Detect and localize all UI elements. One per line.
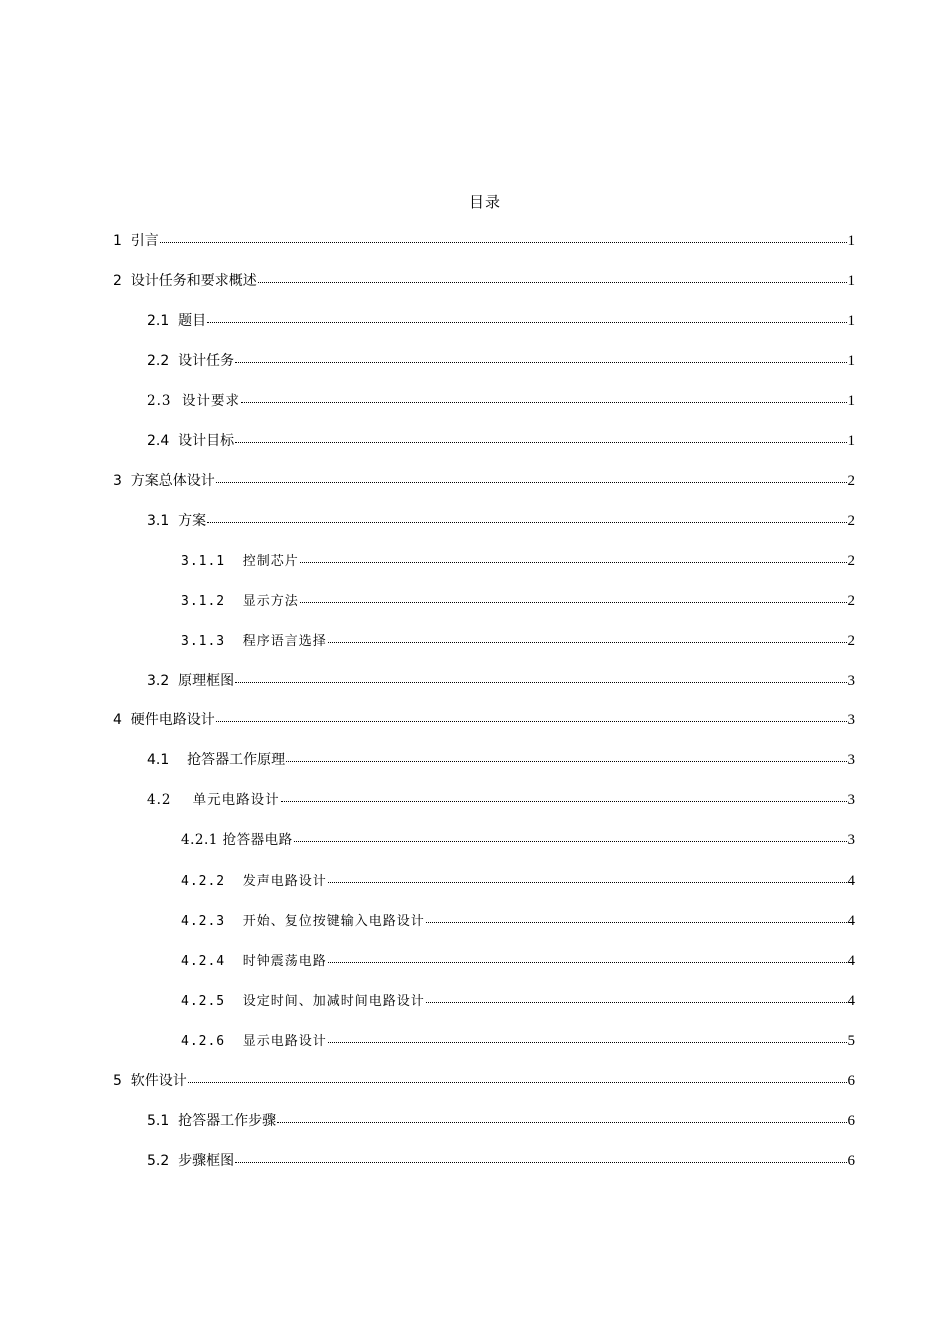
toc-entry-page: 2 (847, 473, 855, 489)
dot-leader (241, 401, 846, 403)
toc-entry[interactable] (181, 1030, 855, 1052)
toc-entry-label: 3.1.3 程序语言选择 (181, 634, 327, 649)
toc-entry-label: 4.2.6 显示电路设计 (181, 1034, 327, 1049)
toc-entry[interactable] (113, 709, 855, 731)
toc-entry-page: 4 (847, 953, 855, 969)
toc-entry-label: 5 软件设计 (113, 1073, 187, 1089)
toc-entry[interactable] (147, 789, 855, 811)
toc-entry[interactable] (147, 1150, 855, 1172)
toc-entry-page: 6 (847, 1113, 855, 1129)
dot-leader (188, 1081, 847, 1083)
dot-leader (328, 961, 847, 963)
toc-entry-label: 5.1 抢答器工作步骤 (147, 1113, 277, 1129)
dot-leader (300, 561, 847, 563)
toc-entry-label: 3 方案总体设计 (113, 473, 215, 489)
toc-entry-page: 3 (847, 832, 855, 848)
toc-entry-page: 1 (847, 273, 855, 289)
toc-entry-label: 4.2.2 发声电路设计 (181, 874, 327, 889)
toc-entry-page: 3 (847, 673, 855, 689)
toc-entry-page: 6 (847, 1073, 855, 1089)
toc-entry-page: 2 (847, 633, 855, 649)
toc-entry-label: 2.3 设计要求 (147, 393, 241, 409)
toc-entry[interactable] (113, 270, 855, 292)
dot-leader (216, 720, 847, 722)
toc-entry[interactable] (147, 1110, 855, 1132)
toc-entry-label: 2.1 题目 (147, 313, 207, 329)
toc-entry-page: 1 (847, 433, 855, 449)
toc-entry[interactable] (147, 350, 855, 372)
toc-entry[interactable] (181, 910, 855, 932)
dot-leader (277, 1121, 846, 1123)
dot-leader (235, 441, 846, 443)
dot-leader (281, 800, 847, 802)
toc-entry-label: 2.2 设计任务 (147, 353, 235, 369)
toc-entry-label: 4.2.4 时钟震荡电路 (181, 954, 327, 969)
dot-leader (328, 1041, 847, 1043)
dot-leader (235, 681, 846, 683)
toc-entry-label: 5.2 步骤框图 (147, 1153, 235, 1169)
toc-entry-label: 2.4 设计目标 (147, 433, 235, 449)
toc-entry[interactable] (147, 749, 855, 771)
toc-entry-page: 3 (847, 752, 855, 768)
toc-entry-page: 3 (847, 712, 855, 728)
dot-leader (235, 361, 846, 363)
dot-leader (160, 241, 847, 243)
toc-entry[interactable] (181, 950, 855, 972)
toc-entry-page: 2 (847, 593, 855, 609)
dot-leader (426, 921, 847, 923)
toc-entry-label: 3.1 方案 (147, 513, 207, 529)
toc-entry-label: 4.2.3 开始、复位按键输入电路设计 (181, 914, 425, 929)
dot-leader (328, 881, 847, 883)
toc-entry[interactable] (113, 230, 855, 252)
toc-entry[interactable] (147, 510, 855, 532)
toc-entry[interactable] (181, 550, 855, 572)
toc-entry[interactable] (147, 430, 855, 452)
toc-entry-label: 4 硬件电路设计 (113, 712, 215, 728)
toc-entry-page: 5 (847, 1033, 855, 1049)
dot-leader (300, 601, 847, 603)
toc-entry-label: 3.1.2 显示方法 (181, 594, 299, 609)
toc-entry-label: 1 引言 (113, 233, 159, 249)
toc-entry-page: 1 (847, 353, 855, 369)
toc-entry[interactable] (181, 630, 855, 652)
toc-entry-label: 4.2.5 设定时间、加减时间电路设计 (181, 994, 425, 1009)
toc-entry-page: 1 (847, 313, 855, 329)
toc-entry-label: 4.1 抢答器工作原理 (147, 752, 286, 768)
toc-entry[interactable] (113, 1070, 855, 1092)
dot-leader (207, 521, 846, 523)
toc-entry-label: 4.2 单元电路设计 (147, 792, 280, 808)
toc-entry-page: 3 (847, 792, 855, 808)
toc-entry[interactable] (181, 990, 855, 1012)
dot-leader (235, 1161, 846, 1163)
toc-entry-page: 1 (847, 233, 855, 249)
toc-entry[interactable] (181, 870, 855, 892)
toc-entry-label: 2 设计任务和要求概述 (113, 273, 257, 289)
toc-entry-page: 4 (847, 913, 855, 929)
toc-entry-label: 3.1.1 控制芯片 (181, 554, 299, 569)
toc-entry-page: 4 (847, 993, 855, 1009)
toc-entry-page: 4 (847, 873, 855, 889)
dot-leader (258, 281, 847, 283)
toc-entry-label: 4.2.1 抢答器电路 (181, 832, 293, 848)
toc-entry[interactable] (181, 829, 855, 851)
toc-entry[interactable] (181, 590, 855, 612)
dot-leader (207, 321, 846, 323)
dot-leader (426, 1001, 847, 1003)
toc-entry[interactable] (147, 670, 855, 692)
dot-leader (328, 641, 847, 643)
toc-entry-label: 3.2 原理框图 (147, 673, 235, 689)
toc-entry[interactable] (147, 390, 855, 412)
toc-entry-page: 2 (847, 513, 855, 529)
dot-leader (294, 840, 847, 842)
toc-entry-page: 1 (847, 393, 855, 409)
toc-entry[interactable] (113, 470, 855, 492)
toc-entry-page: 2 (847, 553, 855, 569)
toc-title: 目录 (468, 193, 501, 211)
dot-leader (286, 760, 846, 762)
toc-entry-page: 6 (847, 1153, 855, 1169)
toc-entry[interactable] (147, 310, 855, 332)
dot-leader (216, 481, 847, 483)
